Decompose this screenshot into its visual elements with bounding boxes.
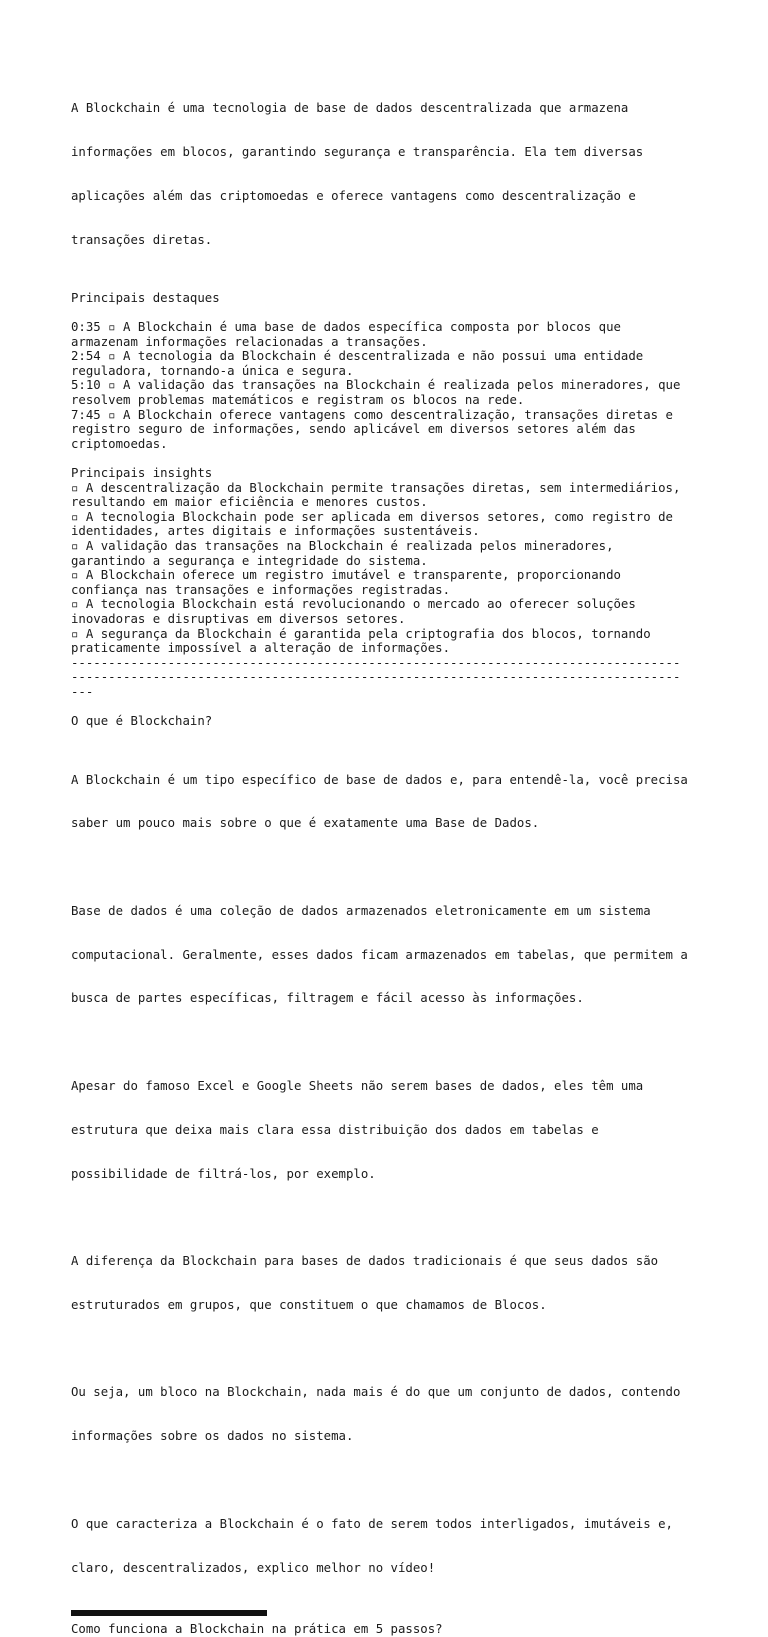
intro-line: A Blockchain é uma tecnologia de base de dados descentralizada que armazena	[71, 101, 629, 116]
insight-line: inovadoras e disruptivas em diversos setores.	[71, 611, 406, 626]
insight-line: identidades, artes digitais e informações sustentáveis.	[71, 524, 480, 539]
section-paragraph	[71, 1356, 701, 1473]
highlight-line: reguladora, tornando-a única e segura.	[71, 363, 354, 378]
insights-list	[71, 481, 701, 656]
section-paragraph	[71, 1488, 701, 1605]
paragraph-line: saber um pouco mais sobre o que é exatamente uma Base de Dados.	[71, 816, 540, 831]
insight-line: confiança nas transações e informações registradas.	[71, 582, 451, 597]
intro-line: aplicações além das criptomoedas e oferece vantagens como descentralização e	[71, 188, 636, 203]
highlight-line: armazenam informações relacionadas a transações.	[71, 334, 428, 349]
highlight-line: criptomoedas.	[71, 436, 168, 451]
insight-item	[71, 627, 701, 656]
paragraph-line: Base de dados é uma coleção de dados armazenados eletronicamente em um sistema	[71, 903, 651, 918]
document-page	[71, 72, 701, 1637]
paragraph-line: Ou seja, um bloco na Blockchain, nada mais é do que um conjunto de dados, contendo	[71, 1385, 681, 1400]
section-paragraph	[71, 1050, 701, 1211]
paragraph-line: informações sobre os dados no sistema.	[71, 1429, 354, 1444]
insight-item	[71, 481, 701, 510]
paragraph-line: computacional. Geralmente, esses dados ficam armazenados em tabelas, que permitem a	[71, 947, 688, 962]
highlight-line: registro seguro de informações, sendo aplicável em diversos setores além das	[71, 422, 636, 437]
highlight-item	[71, 349, 701, 378]
separator-line: ----------------------------------------------------------------------------------	[71, 655, 681, 670]
insight-line: ▫ A segurança da Blockchain é garantida pela criptografia dos blocos, tornando	[71, 626, 651, 641]
intro-line: informações em blocos, garantindo segurança e transparência. Ela tem diversas	[71, 144, 644, 159]
insight-line: ▫ A Blockchain oferece um registro imutável e transparente, proporcionando	[71, 568, 621, 583]
paragraph-line: possibilidade de filtrá-los, por exemplo.	[71, 1166, 376, 1181]
paragraph-line: A Blockchain é um tipo específico de base de dados e, para entendê-la, você precisa	[71, 772, 688, 787]
insight-line: praticamente impossível a alteração de informações.	[71, 641, 451, 656]
insight-line: ▫ A descentralização da Blockchain permite transações diretas, sem intermediários,	[71, 480, 681, 495]
insight-item	[71, 568, 701, 597]
separator-line: ---	[71, 684, 94, 699]
insight-item	[71, 510, 701, 539]
dashed-separator	[71, 656, 701, 700]
highlight-line: 5:10 ▫ A validação das transações na Blockchain é realizada pelos mineradores, que	[71, 378, 681, 393]
paragraph-line: busca de partes específicas, filtragem e fácil acesso às informações.	[71, 991, 584, 1006]
insights-title: Principais insights	[71, 466, 213, 481]
highlight-line: 0:35 ▫ A Blockchain é uma base de dados específica composta por blocos que	[71, 320, 621, 335]
insight-item	[71, 597, 701, 626]
black-divider-bar	[71, 1610, 267, 1616]
paragraph-line: O que caracteriza a Blockchain é o fato de serem todos interligados, imutáveis e,	[71, 1516, 673, 1531]
separator-line: ----------------------------------------------------------------------------------	[71, 670, 681, 685]
insight-line: ▫ A tecnologia Blockchain está revolucionando o mercado ao oferecer soluções	[71, 597, 636, 612]
highlight-line: resolvem problemas matemáticos e registram os blocos na rede.	[71, 393, 525, 408]
paragraph-line: estruturados em grupos, que constituem o que chamamos de Blocos.	[71, 1297, 547, 1312]
highlight-line: 7:45 ▫ A Blockchain oferece vantagens como descentralização, transações diretas e	[71, 407, 673, 422]
insight-item	[71, 539, 701, 568]
paragraph-line: A diferença da Blockchain para bases de dados tradicionais é que seus dados são	[71, 1254, 659, 1269]
insight-line: garantindo a segurança e integridade do sistema.	[71, 553, 428, 568]
paragraph-line: estrutura que deixa mais clara essa distribuição dos dados em tabelas e	[71, 1122, 599, 1137]
intro-paragraph	[71, 72, 701, 276]
highlights-title: Principais destaques	[71, 290, 220, 305]
section-title: O que é Blockchain?	[71, 714, 213, 729]
highlight-item	[71, 320, 701, 349]
paragraph-line: Apesar do famoso Excel e Google Sheets não serem bases de dados, eles têm uma	[71, 1078, 644, 1093]
section-paragraph	[71, 1225, 701, 1342]
section-paragraph	[71, 743, 701, 860]
insight-line: ▫ A tecnologia Blockchain pode ser aplicada em diversos setores, como registro de	[71, 509, 673, 524]
next-heading: Como funciona a Blockchain na prática em 5 passos?	[71, 1622, 443, 1637]
intro-line: transações diretas.	[71, 232, 213, 247]
highlight-item	[71, 378, 701, 407]
highlight-line: 2:54 ▫ A tecnologia da Blockchain é descentralizada e não possui uma entidade	[71, 349, 644, 364]
highlight-item	[71, 408, 701, 452]
section-paragraph	[71, 875, 701, 1036]
insight-line: resultando em maior eficiência e menores custos.	[71, 495, 428, 510]
paragraph-line: claro, descentralizados, explico melhor no vídeo!	[71, 1560, 436, 1575]
insight-line: ▫ A validação das transações na Blockchain é realizada pelos mineradores,	[71, 539, 614, 553]
highlights-list	[71, 320, 701, 451]
